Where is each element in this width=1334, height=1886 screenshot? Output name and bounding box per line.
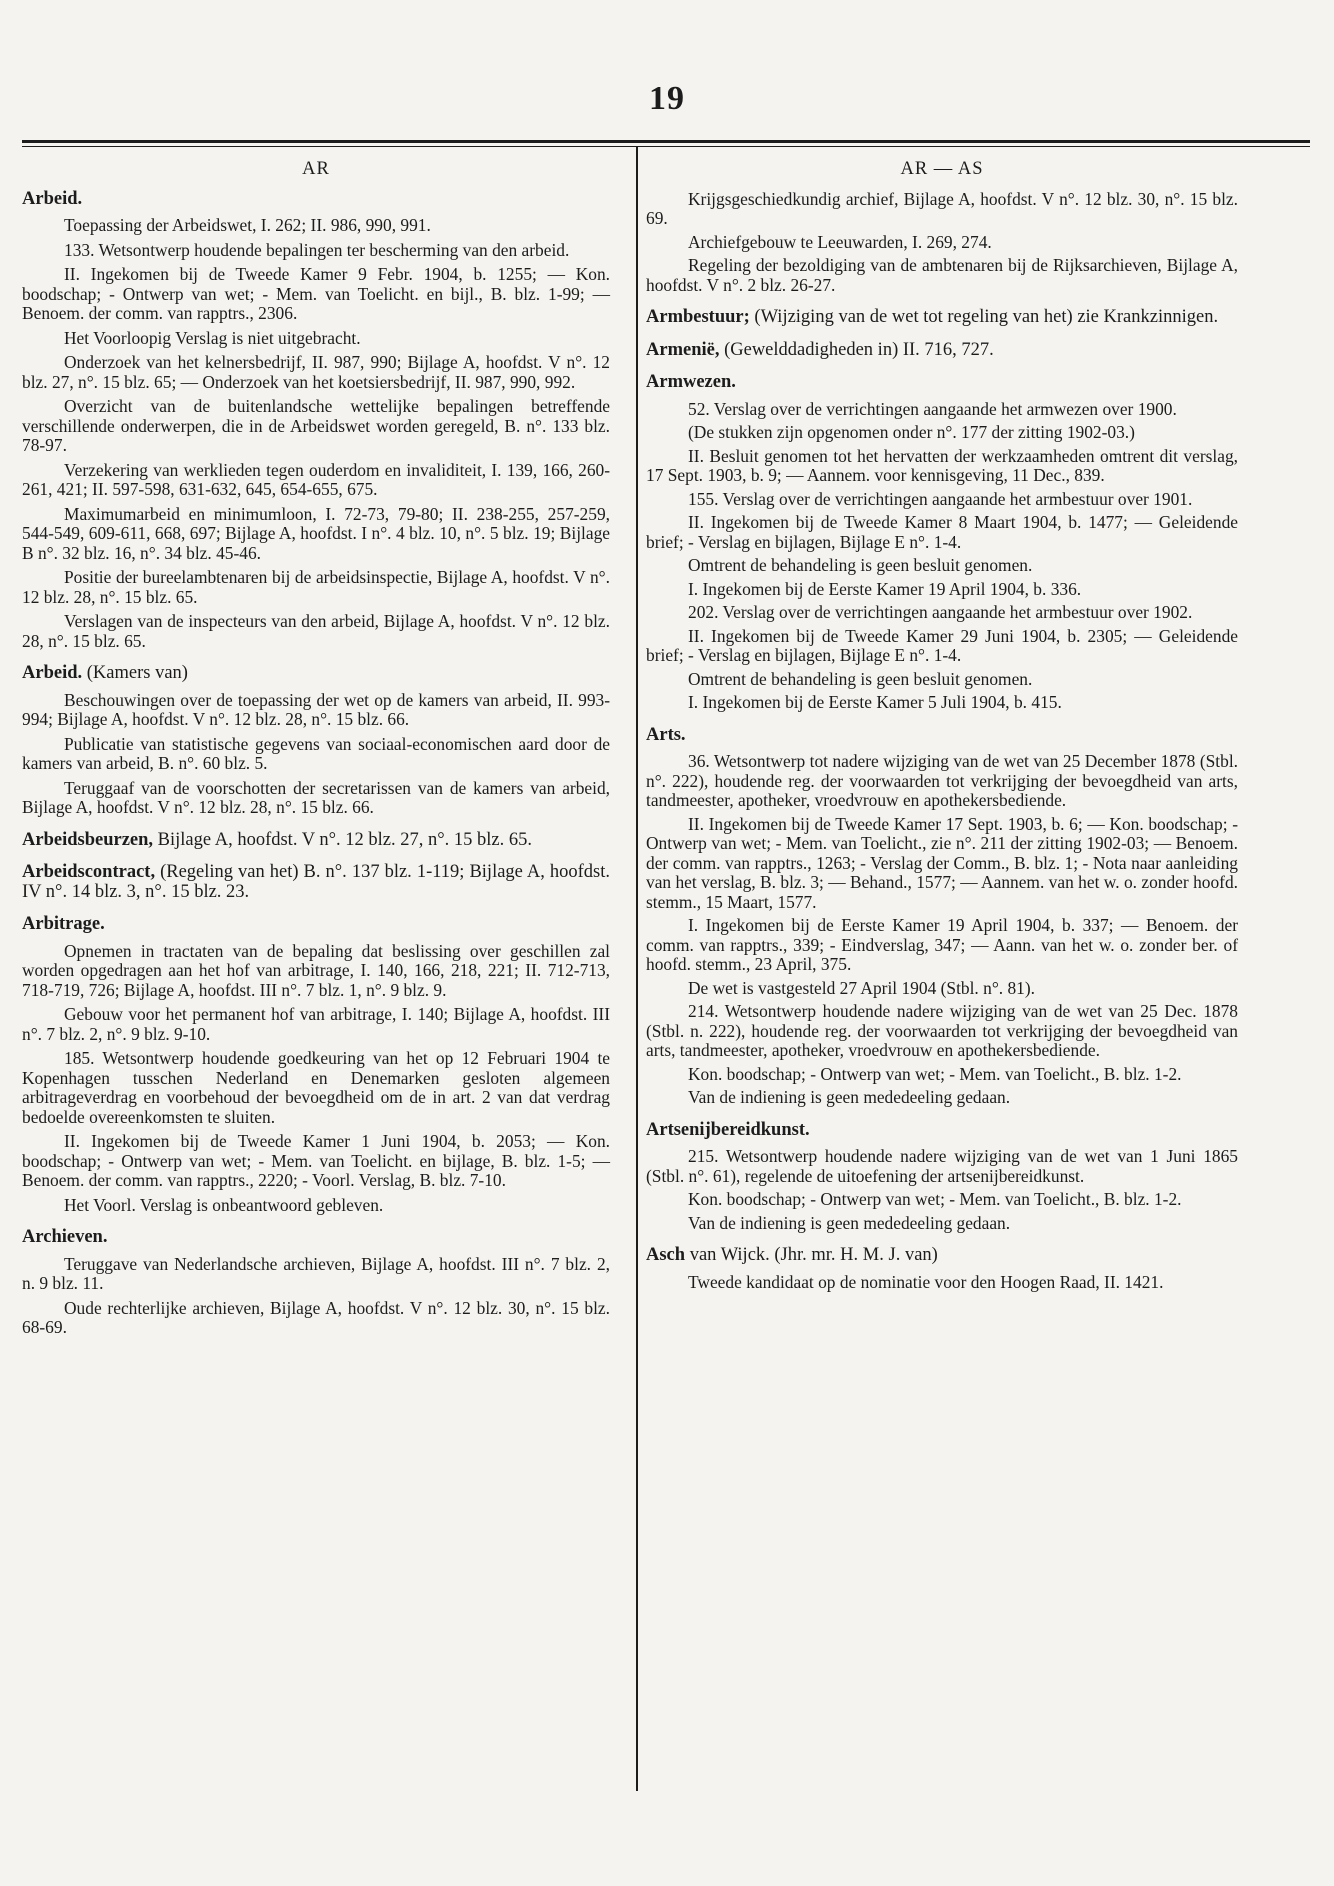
entry-paragraph: Publicatie van statistische gegevens van sociaal-economischen aard door de kamers van arbeid, B. n°. 60 blz. 5. (22, 733, 610, 773)
entry-paragraph: Van de indiening is geen mededeeling gedaan. (688, 1212, 1011, 1233)
entry-paragraph: Omtrent de behandeling is geen besluit genomen. (688, 555, 1033, 575)
entry-paragraph: 133. Wetsontwerp houdende bepalingen ter bescherming van den arbeid. (64, 239, 570, 260)
entry-heading (646, 1246, 1238, 1266)
entry-heading (646, 341, 1238, 361)
entry-paragraph: 215. Wetsontwerp houdende nadere wijziging van de wet van 1 Juni 1865 (Stbl. n°. 61), regelende de uitoefening der artsenijbereidkunst. (646, 1146, 1238, 1186)
entry-paragraph: Verslagen van de inspecteurs van den arbeid, Bijlage A, hoofdst. V n°. 12 blz. 28, n°. 15 blz. 65. (22, 611, 610, 651)
entry-paragraph: (De stukken zijn opgenomen onder n°. 177 der zitting 1902-03.) (688, 422, 1135, 442)
entry-paragraph: Krijgsgeschiedkundig archief, Bijlage A, hoofdst. V n°. 12 blz. 30, n°. 15 blz. 69. (646, 188, 1238, 228)
entry-paragraph: I. Ingekomen bij de Eerste Kamer 19 April 1904, b. 336. (688, 578, 1082, 599)
entry-heading (22, 831, 610, 851)
entry-heading: Arbitrage. (22, 914, 105, 934)
left-entry (22, 863, 610, 902)
entry-paragraph: Teruggaaf van de voorschotten der secretarissen van de kamers van arbeid, Bijlage A, hoofdst. V n°. 12 blz. 28, n°. 15 blz. 66. (22, 777, 610, 817)
right-entry (646, 373, 1238, 713)
entry-heading-rest: (Wijziging van de wet tot regeling van het) zie Krankzinnigen. (749, 307, 1219, 327)
entry-heading-rest: (Gewelddadigheden in) II. 716, 727. (719, 339, 994, 360)
right-entry (646, 726, 1238, 1108)
entry-paragraph: I. Ingekomen bij de Eerste Kamer 5 Juli 1904, b. 415. (688, 692, 1062, 712)
entry-heading: Artsenijbereidkunst. (646, 1119, 810, 1140)
entry-paragraph: Van de indiening is geen mededeeling gedaan. (688, 1087, 1011, 1107)
entry-paragraph: 185. Wetsontwerp houdende goedkeuring van het op 12 Februari 1904 te Kopenhagen tusschen Nederland en Denemarken gesloten algemeen arbitrageverdrag en voorbehoud der bevoegdheid om de in art. 2 van dat verdrag bedoelde overeenkomsten te sluiten. (22, 1048, 610, 1127)
entry-keyword: Armenië, (646, 339, 720, 360)
entry-paragraph: Het Voorloopig Verslag is niet uitgebracht. (64, 327, 361, 348)
entry-paragraph: Verzekering van werklieden tegen ouderdom en invaliditeit, I. 139, 166, 260-261, 421; II. 597-598, 631-632, 645, 654-655, 675. (22, 459, 610, 499)
right-entry (646, 1121, 1238, 1234)
header-rule-thick (22, 140, 1310, 143)
entry-paragraph: Kon. boodschap; - Ontwerp van wet; - Mem. van Toelicht., B. blz. 1-2. (688, 1189, 1182, 1209)
entry-heading (646, 308, 1238, 328)
left-column (22, 160, 610, 1351)
entry-paragraph: 52. Verslag over de verrichtingen aangaande het armwezen over 1900. (688, 398, 1177, 419)
entry-paragraph: 155. Verslag over de verrichtingen aangaande het armbestuur over 1901. (688, 488, 1193, 509)
entry-paragraph: Beschouwingen over de toepassing der wet op de kamers van arbeid, II. 993-994; Bijlage A, hoofdst. V n°. 12 blz. 28, n°. 15 blz. 66. (22, 689, 610, 729)
left-entry (22, 831, 610, 851)
entry-paragraph: II. Ingekomen bij de Tweede Kamer 9 Febr. 1904, b. 1255; — Kon. boodschap; - Ontwerp van wet; - Mem. van Toelicht. en bijl., B. blz. 1-99; — Benoem. der comm. van rapptrs., 2306. (22, 264, 610, 323)
right-entry (646, 190, 1238, 296)
entry-paragraph: Omtrent de behandeling is geen besluit genomen. (688, 668, 1033, 689)
entry-keyword: Arbeidscontract, (22, 862, 156, 882)
entry-paragraph: II. Ingekomen bij de Tweede Kamer 29 Juni 1904, b. 2305; — Geleidende brief; - Verslag en bijlagen, Bijlage E n°. 1-4. (646, 625, 1238, 665)
entry-paragraph: Positie der bureelambtenaren bij de arbeidsinspectie, Bijlage A, hoofdst. V n°. 12 blz. 28, n°. 15 blz. 65. (22, 567, 610, 607)
entry-heading (22, 664, 610, 684)
right-column (646, 160, 1238, 1305)
left-column-header: AR (302, 159, 330, 179)
entry-paragraph: De wet is vastgesteld 27 April 1904 (Stbl. n°. 81). (688, 977, 1036, 998)
entry-paragraph: Regeling der bezoldiging van de ambtenaren bij de Rijksarchieven, Bijlage A, hoofdst. V n°. 2 blz. 26-27. (646, 255, 1238, 295)
page-number: 19 (649, 80, 685, 117)
entry-heading (22, 863, 610, 902)
entry-paragraph: Het Voorl. Verslag is onbeantwoord gebleven. (64, 1194, 384, 1215)
entry-heading: Arbeid. (22, 188, 83, 209)
right-column-header: AR — AS (900, 159, 984, 179)
entry-paragraph: Gebouw voor het permanent hof van arbitrage, I. 140; Bijlage A, hoofdst. III n°. 7 blz. 2, n°. 9 blz. 9-10. (22, 1004, 610, 1044)
entry-paragraph: Kon. boodschap; - Ontwerp van wet; - Mem. van Toelicht., B. blz. 1-2. (688, 1063, 1182, 1084)
entry-heading-rest: Bijlage A, hoofdst. V n°. 12 blz. 27, n°. 15 blz. 65. (153, 829, 533, 850)
entry-paragraph: II. Ingekomen bij de Tweede Kamer 8 Maart 1904, b. 1477; — Geleidende brief; - Verslag en bijlagen, Bijlage E n°. 1-4. (646, 512, 1238, 552)
entry-paragraph: II. Ingekomen bij de Tweede Kamer 17 Sept. 1903, b. 6; — Kon. boodschap; - Ontwerp van wet; - Mem. van Toelicht., zie n°. 211 der zitting 1902-03; — Benoem. der comm. van rapptrs., 1263; - Verslag der Comm., B. blz. 1; - Nota naar aanleiding van het verslag, B. blz. 3; — Behand., 1577; — Aannem. van het w. o. zonder hoofd. stemm., 15 Maart, 1577. (646, 813, 1238, 912)
left-entry (22, 1228, 610, 1338)
entry-paragraph: II. Besluit genomen tot het hervatten der werkzaamheden omtrent dit verslag, 17 Sept. 1903, b. 9; — Aannem. voor kennisgeving, 11 Dec., 839. (646, 445, 1238, 485)
column-divider (636, 146, 638, 1791)
entry-heading: Armwezen. (646, 372, 736, 392)
entry-keyword: Armbestuur; (646, 307, 750, 327)
entry-paragraph: II. Ingekomen bij de Tweede Kamer 1 Juni 1904, b. 2053; — Kon. boodschap; - Ontwerp van wet; - Mem. van Toelicht. en bijlage, B. blz. 1-5; — Benoem. der comm. van rapptrs., 2220; - Voorl. Verslag, B. blz. 7-10. (22, 1131, 610, 1190)
entry-heading: Archieven. (22, 1227, 108, 1247)
left-entry (22, 664, 610, 818)
entry-paragraph: Teruggave van Nederlandsche archieven, Bijlage A, hoofdst. III n°. 7 blz. 2, n. 9 blz. 11. (22, 1253, 610, 1293)
right-entry (646, 1246, 1238, 1292)
entry-paragraph: 214. Wetsontwerp houdende nadere wijziging van de wet van 25 Dec. 1878 (Stbl. n. 222), houdende reg. der voorwaarden tot verkrijging der bevoegdheid van arts, tandmeester, apotheker, vroedvrouw en apothekersbediende. (646, 1001, 1238, 1060)
entry-heading-rest: (Regeling van het) B. n°. 137 blz. 1-119; Bijlage A, hoofdst. IV n°. 14 blz. 3, n°. 15 blz. 23. (22, 862, 610, 902)
entry-paragraph: Oude rechterlijke archieven, Bijlage A, hoofdst. V n°. 12 blz. 30, n°. 15 blz. 68-69. (22, 1297, 610, 1337)
entry-keyword: Arbeidsbeurzen, (22, 829, 154, 850)
header-rule-thin (22, 146, 1310, 147)
right-entry (646, 341, 1238, 361)
entry-paragraph: I. Ingekomen bij de Eerste Kamer 19 April 1904, b. 337; — Benoem. der comm. van rapptrs., 339; - Eindverslag, 347; — Aann. van het w. o. zonder ber. of hoofd. stemm., 23 April, 375. (646, 915, 1238, 974)
entry-heading-rest: (Kamers van) (82, 663, 188, 683)
entry-paragraph: Onderzoek van het kelnersbedrijf, II. 987, 990; Bijlage A, hoofdst. V n°. 12 blz. 27, n°. 15 blz. 65; — Onderzoek van het koetsiersbedrijf, II. 987, 990, 992. (22, 352, 610, 392)
entry-paragraph: Maximumarbeid en minimumloon, I. 72-73, 79-80; II. 238-255, 257-259, 544-549, 609-611, 668, 697; Bijlage A, hoofdst. I n°. 4 blz. 10, n°. 5 blz. 19; Bijlage B n°. 32 blz. 16, n°. 34 blz. 45-46. (22, 503, 610, 563)
left-entry (22, 190, 610, 652)
entry-paragraph: Toepassing der Arbeidswet, I. 262; II. 986, 990, 991. (64, 215, 431, 235)
entry-paragraph: Opnemen in tractaten van de bepaling dat beslissing over geschillen zal worden opgedragen aan het hof van arbitrage, I. 140, 166, 218, 221; II. 712-713, 718-719, 726; Bijlage A, hoofdst. III n°. 7 blz. 1, n°. 9 blz. 9. (22, 940, 610, 1000)
right-entry (646, 308, 1238, 328)
entry-heading-rest: van Wijck. (Jhr. mr. H. M. J. van) (685, 1245, 938, 1265)
entry-heading: Arts. (646, 724, 686, 745)
entry-keyword: Arbeid. (22, 663, 83, 683)
entry-paragraph: Tweede kandidaat op de nominatie voor den Hoogen Raad, II. 1421. (688, 1271, 1164, 1292)
entry-paragraph: Overzicht van de buitenlandsche wettelijke bepalingen betreffende verschillende onderwerpen, die in de Arbeidswet worden geregeld, B. n°. 133 blz. 78-97. (22, 396, 610, 455)
entry-paragraph: 36. Wetsontwerp tot nadere wijziging van de wet van 25 December 1878 (Stbl. n°. 222), houdende reg. der voorwaarden tot verkrijging der bevoegdheid van arts, tandmeester, apotheker, vroedvrouw en apothekersbediende. (646, 751, 1238, 810)
entry-paragraph: 202. Verslag over de verrichtingen aangaande het armbestuur over 1902. (688, 602, 1193, 622)
entry-keyword: Asch (646, 1245, 686, 1265)
entry-paragraph: Archiefgebouw te Leeuwarden, I. 269, 274. (688, 231, 992, 252)
left-entry (22, 915, 610, 1215)
